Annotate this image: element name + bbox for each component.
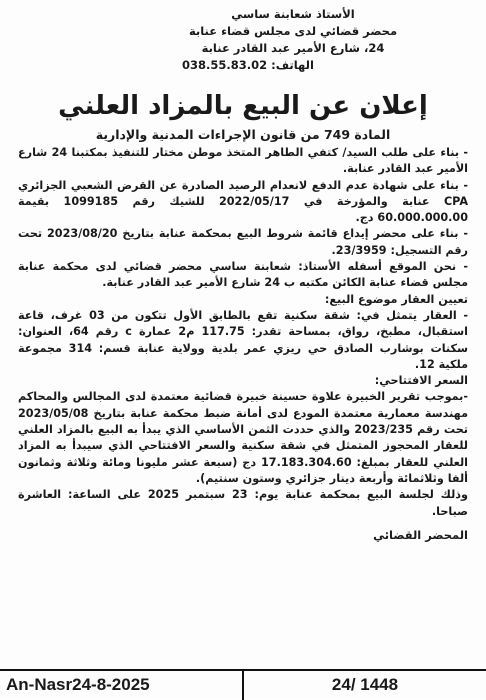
paragraph-price: -بموجب تقرير الخبيرة علاوة حسينة خبيرة قضائية معتمدة لدى المجالس والمحاكم مهندسة معمارية معتمدة المودع لدى أمانة ضبط محكمة عنابة بتاريخ 2023/05/08 تحت رقم 2023/235 والذي حددت الثمن الأساسي الذي يبدأ به البيع بالمزاد العلني للعقار المحجوز المتمثل في شقة سكنية والسعر الافتتاحي الذي سيبدأ به المزاد العلني للعقار بمبلغ: 17.183.304.60 دج (سبعة عشر مليونا ومائة وثلاثة وثمانون ألفا وثلاثمائة وأربعة دينار جزائري وستون سنتيم). [18, 390, 469, 485]
paragraph-deposit: - بناء على محضر إيداع قائمة شروط البيع بمحكمة عنابة بتاريخ 2023/08/20 تحت رقم التسجيل: 23/3959. [18, 227, 468, 257]
bailiff-address: 24، شارع الأمير عبد القادر عنابة [201, 41, 385, 55]
bailiff-header [142, 6, 444, 74]
signature: المحضر القضائي [373, 527, 468, 542]
notice-body [12, 145, 474, 520]
section-heading-property: تعيين العقار موضوع البيع: [324, 292, 468, 306]
bailiff-name: الأستاذ شعابنة ساسي [231, 7, 355, 21]
paragraph-request: - بناء على طلب السيد/ كتفي الطاهر المتخذ موطن مختار للتنفيذ بمكتبنا 24 شارع الأمير عبد القادر عنابة. [18, 146, 468, 176]
bailiff-title: محضر قضائي لدى مجلس قضاء عنابة [188, 24, 398, 38]
paragraph-undersigned: - نحن الموقع أسفله الأستاذ: شعابنة ساسي محضر قضائي لدى محكمة عنابة مجلس قضاء عنابة الكائن مكتبه ب 24 شارع الأمير عبد القادر عنابة. [18, 260, 468, 290]
notice-title: إعلان عن البيع بالمزاد العلني [58, 91, 428, 121]
paragraph-certificate: - بناء على شهادة عدم الدفع لانعدام الرصيد الصادرة عن القرض الشعبي الجزائري CPA عنابة والمؤرخة في 2022/05/17 للشيك رقم 1099185 بقيمة 60.000.000.00 دج. [18, 178, 469, 225]
publication-reference: 24/ 1448 [331, 675, 399, 694]
section-heading-price: السعر الافتتاحي: [374, 374, 468, 388]
notice-subtitle: المادة 749 من قانون الإجراءات المدنية والإدارية [95, 127, 391, 142]
paragraph-property: - العقار يتمثل في: شقة سكنية تقع بالطابق الأول تتكون من 03 غرف، قاعة استقبال، مطبخ، رواق، بمساحة تقدر: 117.75 م2 عمارة c رقم 64، العنوان: سكنات بوشارب الصادق حي ريزي عمر بلدية وولاية عنابة قسم: 314 مجموعة ملكية 12. [18, 308, 468, 371]
paragraph-session: وذلك لجلسة البيع بمحكمة عنابة يوم: 23 سبتمبر 2025 على الساعة: العاشرة صباحا. [18, 488, 468, 518]
bailiff-phone: الهاتف: 038.55.83.02 [182, 58, 314, 72]
publication-label: An-Nasr24-8-2025 [6, 675, 150, 694]
publication-footer [0, 669, 486, 699]
